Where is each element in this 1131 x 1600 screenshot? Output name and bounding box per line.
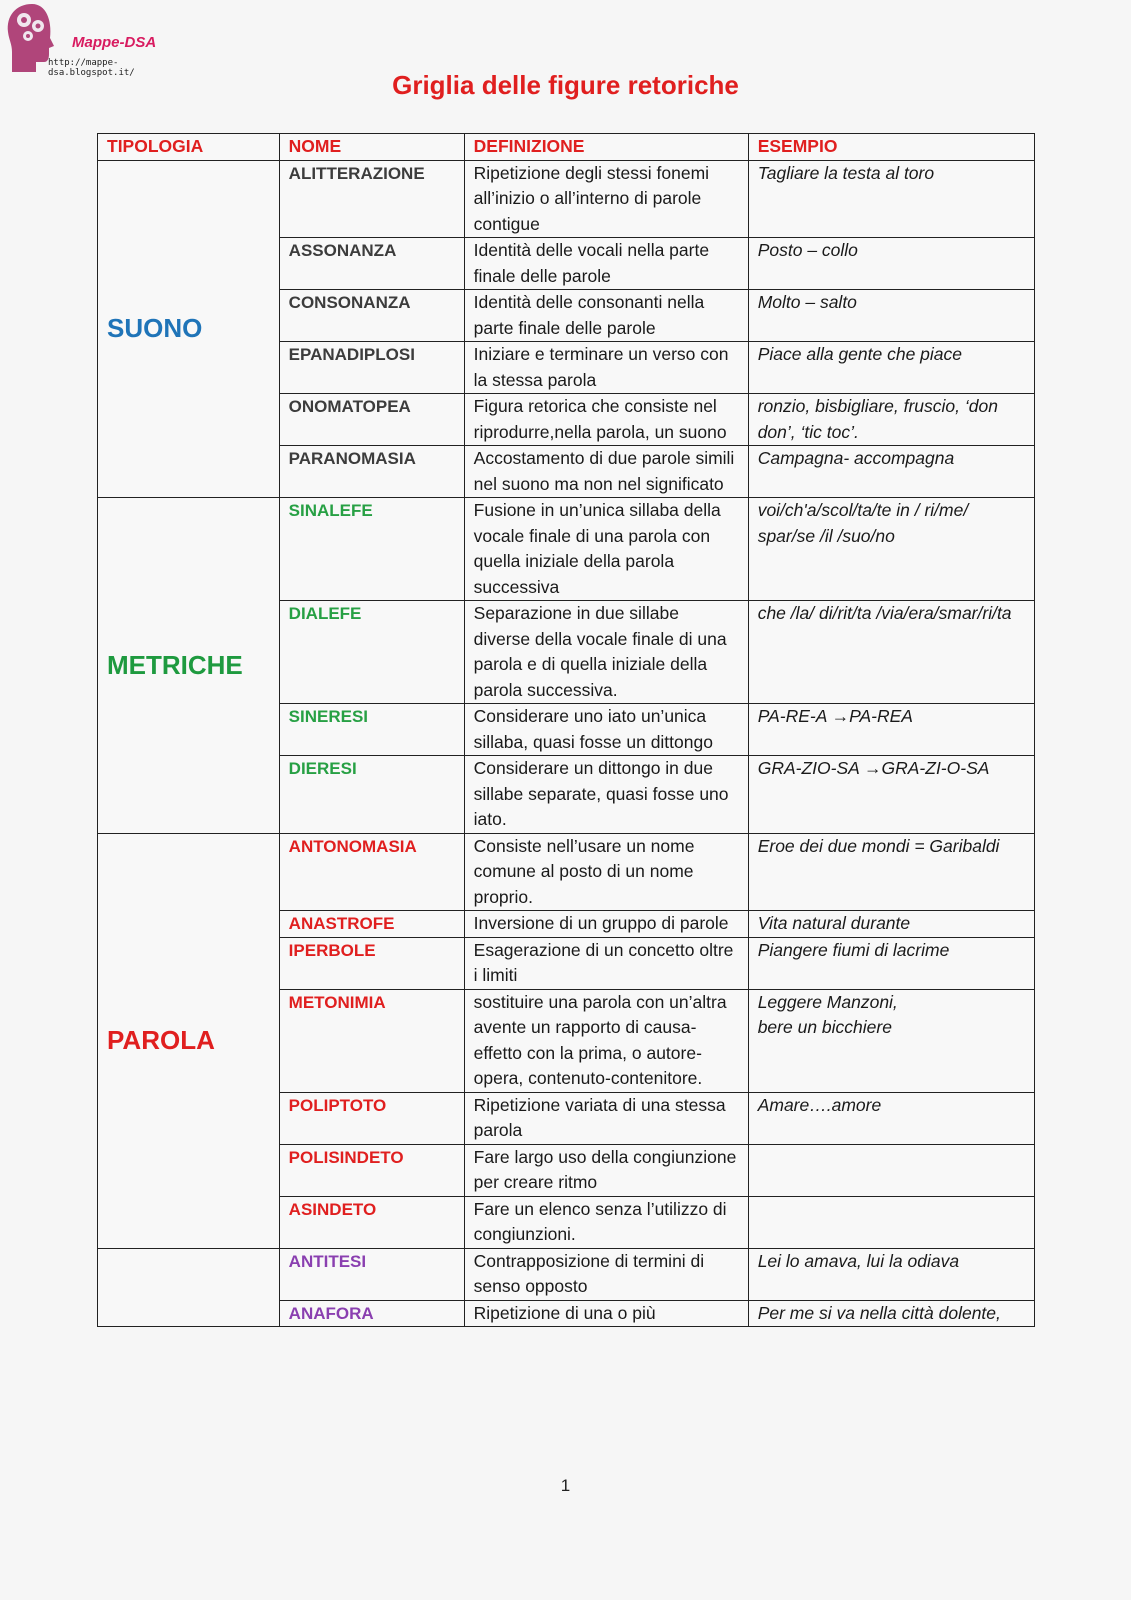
figure-name: ANASTROFE xyxy=(279,911,464,938)
header-definizione: DEFINIZIONE xyxy=(464,134,748,161)
logo xyxy=(2,0,202,80)
figure-name: DIERESI xyxy=(279,756,464,834)
figure-example: voi/ch'a/scol/ta/te in / ri/me/ spar/se /il /suo/no xyxy=(748,498,1034,601)
page-title: Griglia delle figure retoriche xyxy=(392,70,739,100)
figure-definition: Contrapposizione di termini di senso opposto xyxy=(464,1248,748,1300)
figure-name: IPERBOLE xyxy=(279,937,464,989)
table-row xyxy=(98,833,1035,911)
figure-definition: Considerare uno iato un’unica sillaba, quasi fosse un dittongo xyxy=(464,704,748,756)
figure-example: Campagna- accompagna xyxy=(748,446,1034,498)
figure-name: SINERESI xyxy=(279,704,464,756)
figure-definition: sostituire una parola con un’altra avente un rapporto di causa-effetto con la prima, o autore-opera, contenuto-contenitore. xyxy=(464,989,748,1092)
figure-definition: Ripetizione di una o più xyxy=(464,1300,748,1327)
logo-name: Mappe-DSA xyxy=(72,34,157,51)
example-line: Leggere Manzoni, xyxy=(757,991,898,1012)
figure-example: PA-RE-A →PA-REA xyxy=(748,704,1034,756)
table-row xyxy=(98,1248,1035,1300)
category-parola: PAROLA xyxy=(98,833,280,1248)
figure-definition: Iniziare e terminare un verso con la stessa parola xyxy=(464,342,748,394)
figure-example: Per me si va nella città dolente, xyxy=(748,1300,1034,1327)
figure-name: PARANOMASIA xyxy=(279,446,464,498)
figure-example: che /la/ di/rit/ta /via/era/smar/ri/ta xyxy=(748,601,1034,704)
figure-definition: Separazione in due sillabe diverse della vocale finale di una parola e di quella iniziale della parola successiva. xyxy=(464,601,748,704)
figure-name: ASSONANZA xyxy=(279,238,464,290)
table-row xyxy=(98,160,1035,238)
figure-definition: Considerare un dittongo in due sillabe separate, quasi fosse uno iato. xyxy=(464,756,748,834)
figure-example xyxy=(748,1144,1034,1196)
figure-definition: Ripetizione variata di una stessa parola xyxy=(464,1092,748,1144)
figure-name: DIALEFE xyxy=(279,601,464,704)
example-line: bere un bicchiere xyxy=(757,1017,892,1037)
figure-definition: Accostamento di due parole simili nel suono ma non nel significato xyxy=(464,446,748,498)
figure-name: METONIMIA xyxy=(279,989,464,1092)
header-nome: NOME xyxy=(279,134,464,161)
figure-definition: Inversione di un gruppo di parole xyxy=(464,911,748,938)
header-esempio: ESEMPIO xyxy=(748,134,1034,161)
figure-example xyxy=(748,989,1034,1092)
figure-example: Piangere fiumi di lacrime xyxy=(748,937,1034,989)
figure-example: Molto – salto xyxy=(748,290,1034,342)
figure-definition: Fusione in un’unica sillaba della vocale finale di una parola con quella iniziale della parola successiva xyxy=(464,498,748,601)
figure-name: SINALEFE xyxy=(279,498,464,601)
figure-definition: Fare largo uso della congiunzione per creare ritmo xyxy=(464,1144,748,1196)
category-metriche: METRICHE xyxy=(98,498,280,834)
header-row xyxy=(98,134,1035,161)
figure-name: POLIPTOTO xyxy=(279,1092,464,1144)
figure-definition: Fare un elenco senza l’utilizzo di congiunzioni. xyxy=(464,1196,748,1248)
figure-name: ASINDETO xyxy=(279,1196,464,1248)
figure-definition: Figura retorica che consiste nel riprodurre,nella parola, un suono xyxy=(464,394,748,446)
figure-example: GRA-ZIO-SA →GRA-ZI-O-SA xyxy=(748,756,1034,834)
figure-example: ronzio, bisbigliare, fruscio, ‘don don’, ‘tic toc’. xyxy=(748,394,1034,446)
figure-name: CONSONANZA xyxy=(279,290,464,342)
figure-definition: Ripetizione degli stessi fonemi all’inizio o all’interno di parole contigue xyxy=(464,160,748,238)
figure-name: ANTITESI xyxy=(279,1248,464,1300)
figure-definition: Esagerazione di un concetto oltre i limiti xyxy=(464,937,748,989)
figure-definition: Identità delle consonanti nella parte finale delle parole xyxy=(464,290,748,342)
figure-example: Lei lo amava, lui la odiava xyxy=(748,1248,1034,1300)
figure-example: Posto – collo xyxy=(748,238,1034,290)
table-row xyxy=(98,498,1035,601)
figure-definition: Consiste nell’usare un nome comune al posto di un nome proprio. xyxy=(464,833,748,911)
page-number: 1 xyxy=(560,1476,571,1495)
figure-example: Vita natural durante xyxy=(748,911,1034,938)
figure-definition: Identità delle vocali nella parte finale delle parole xyxy=(464,238,748,290)
figure-name: ANTONOMASIA xyxy=(279,833,464,911)
category-empty xyxy=(98,1248,280,1327)
figure-example: Amare….amore xyxy=(748,1092,1034,1144)
figure-name: EPANADIPLOSI xyxy=(279,342,464,394)
figure-name: ONOMATOPEA xyxy=(279,394,464,446)
figure-example: Tagliare la testa al toro xyxy=(748,160,1034,238)
figure-example: Piace alla gente che piace xyxy=(748,342,1034,394)
header-tipologia: TIPOLOGIA xyxy=(98,134,280,161)
figure-example: Eroe dei due mondi = Garibaldi xyxy=(748,833,1034,911)
figure-name: ANAFORA xyxy=(279,1300,464,1327)
figure-name: POLISINDETO xyxy=(279,1144,464,1196)
figure-name: ALITTERAZIONE xyxy=(279,160,464,238)
figure-example xyxy=(748,1196,1034,1248)
category-suono: SUONO xyxy=(98,160,280,498)
logo-url[interactable]: http://mappe-dsa.blogspot.it/ xyxy=(48,58,135,78)
figures-table xyxy=(97,133,1035,1327)
